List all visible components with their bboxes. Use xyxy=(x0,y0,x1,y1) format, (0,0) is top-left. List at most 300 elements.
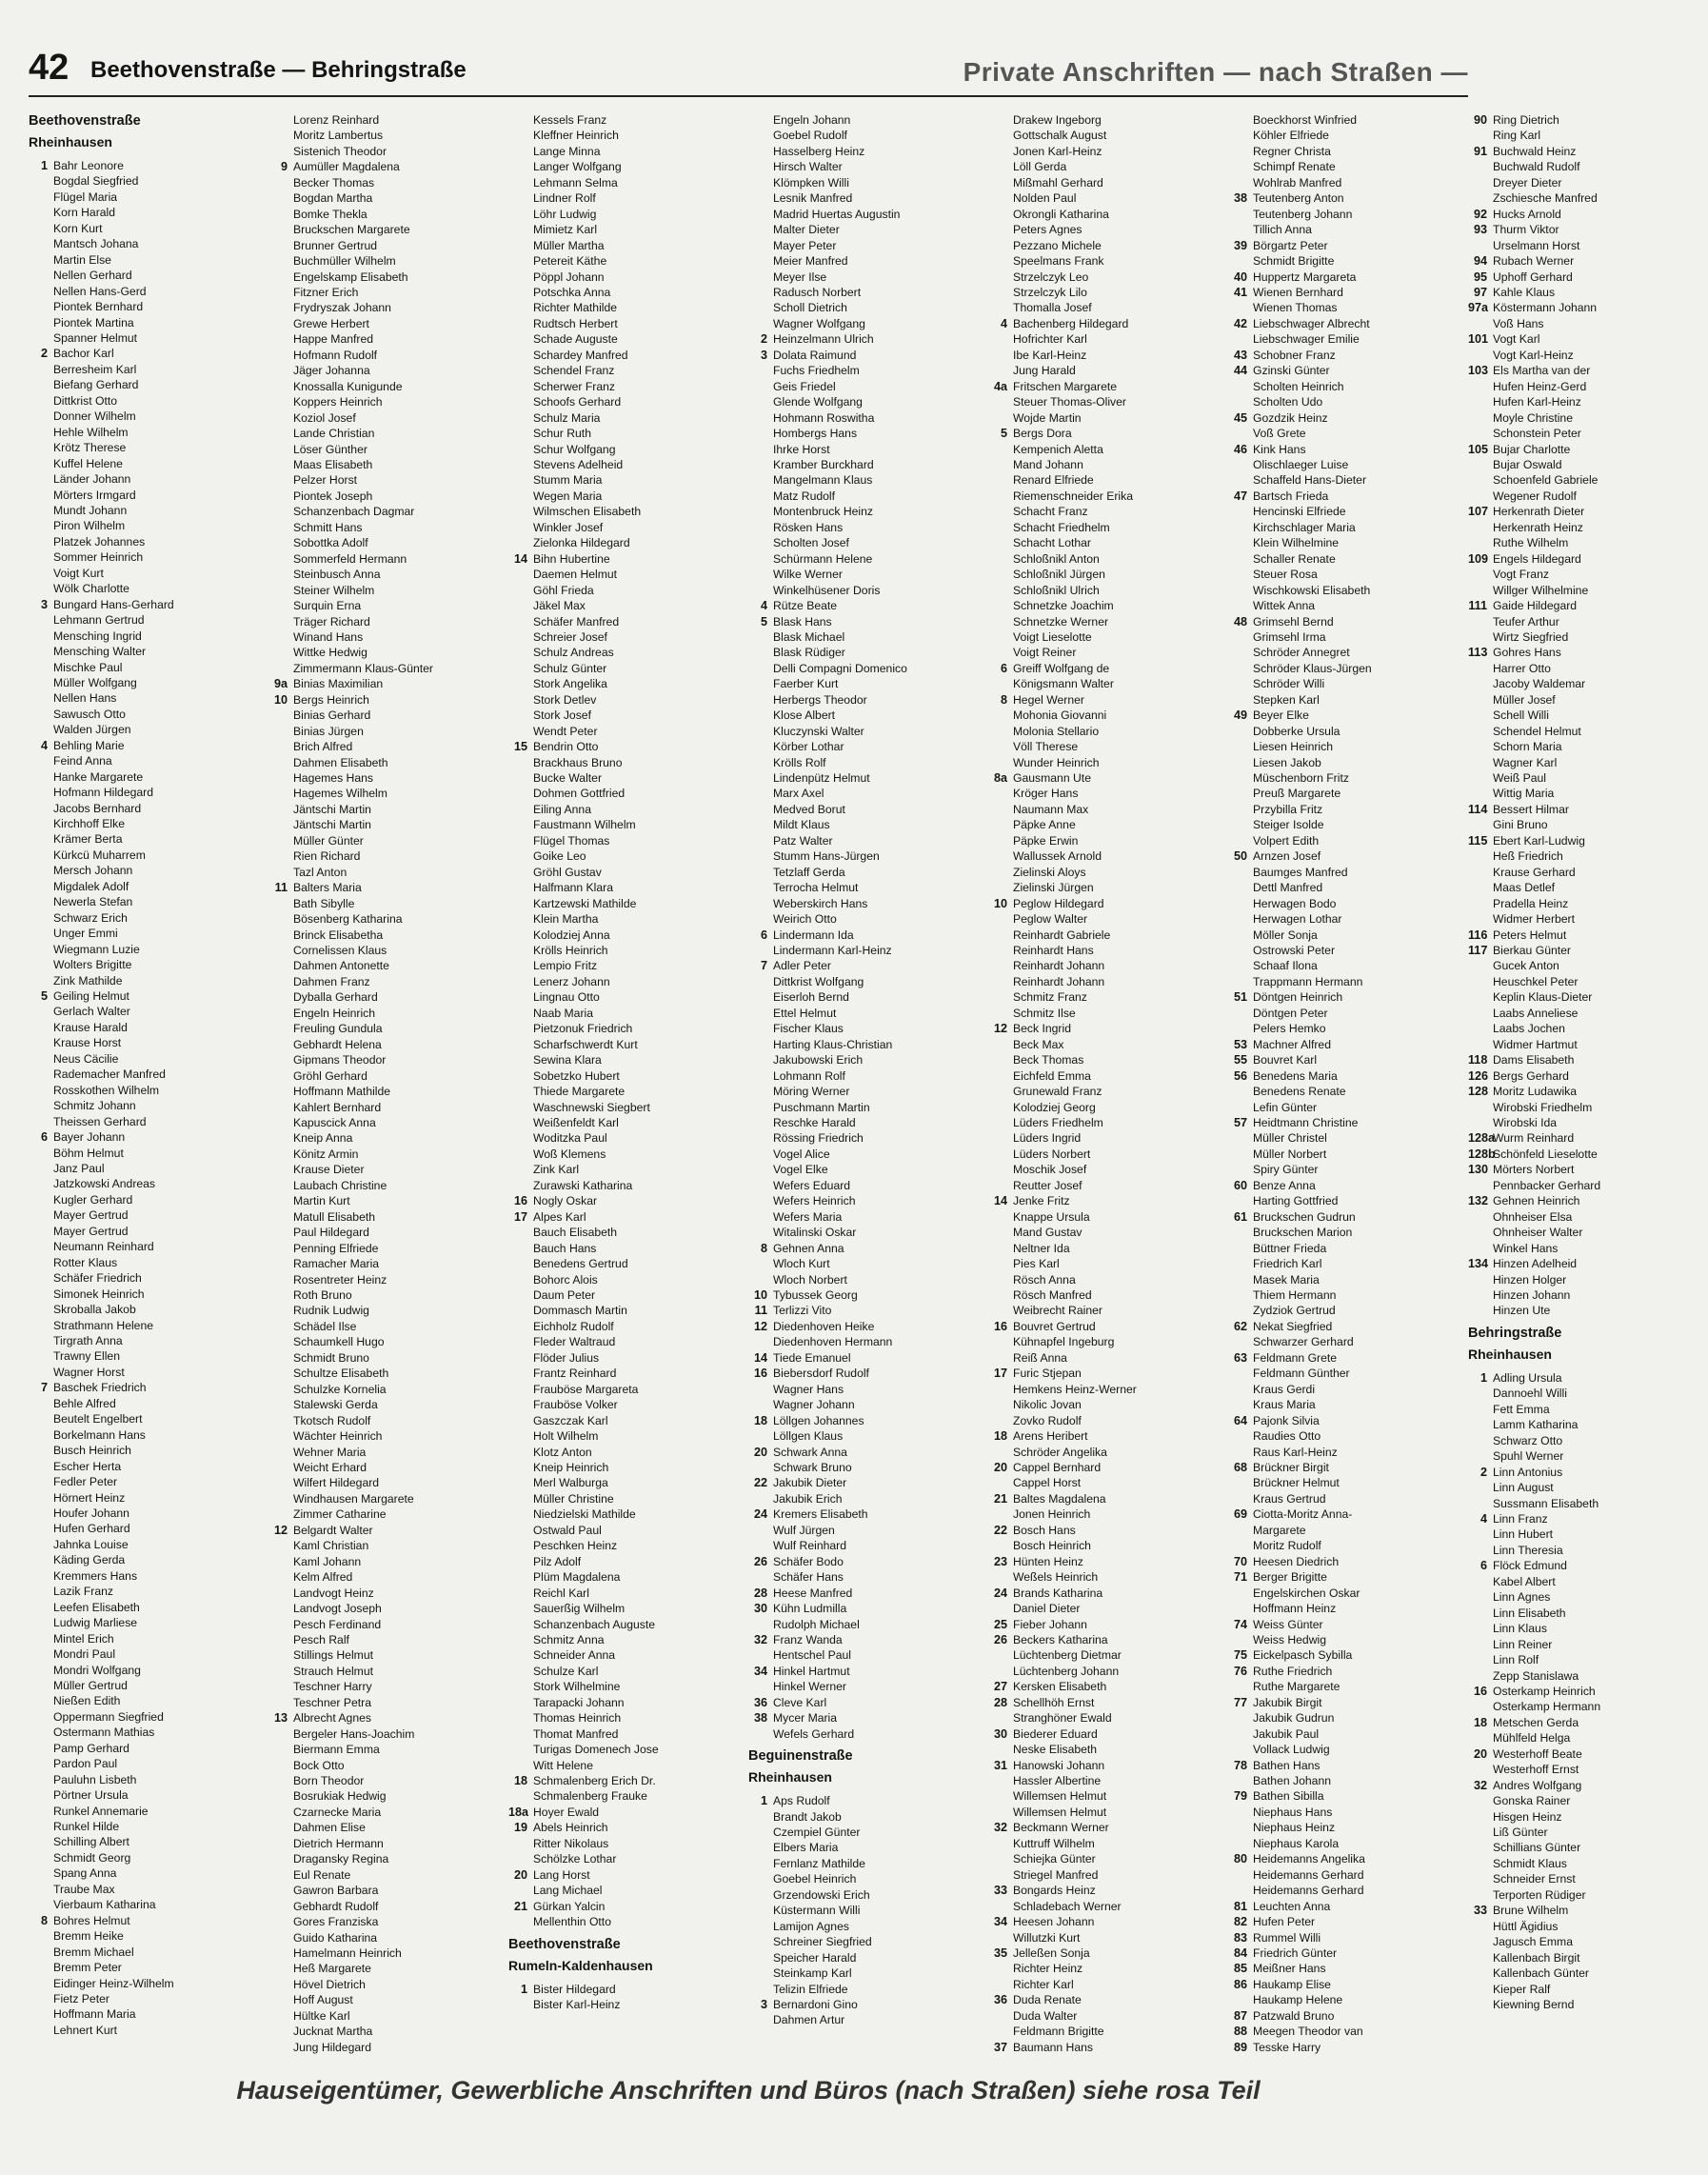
resident-entry xyxy=(508,676,748,691)
resident-name: Hentschel Paul xyxy=(773,1648,851,1663)
resident-entry xyxy=(268,504,508,519)
resident-entry xyxy=(748,363,988,378)
resident-entry xyxy=(268,316,508,331)
resident-entry xyxy=(988,661,1228,676)
resident-entry xyxy=(268,739,508,754)
house-number: 6 xyxy=(1000,661,1007,675)
resident-name: Diedenhoven Hermann xyxy=(773,1335,893,1349)
resident-entry xyxy=(268,1428,508,1444)
resident-name: Bernardoni Gino xyxy=(773,1998,858,2012)
resident-name: Engelskirchen Oskar xyxy=(1253,1586,1360,1600)
resident-name: Mayer Peter xyxy=(773,238,837,252)
house-number: 64 xyxy=(1233,1413,1247,1427)
resident-entry xyxy=(1468,159,1708,174)
resident-name: Dahmen Elise xyxy=(293,1821,366,1835)
resident-entry xyxy=(29,1161,268,1176)
resident-name: Thiem Hermann xyxy=(1253,1287,1337,1302)
resident-entry xyxy=(508,817,748,832)
house-number: 97a xyxy=(1468,301,1489,315)
resident-entry xyxy=(748,1491,988,1507)
resident-name: Wulf Reinhard xyxy=(773,1539,846,1553)
house-number: 2 xyxy=(1480,1465,1487,1479)
resident-name: Linn Reiner xyxy=(1493,1637,1553,1651)
house-number: 39 xyxy=(1233,238,1247,252)
resident-entry xyxy=(988,1867,1228,1883)
resident-entry xyxy=(1468,1037,1708,1052)
resident-name: Leuchten Anna xyxy=(1253,1899,1331,1913)
resident-name: Traube Max xyxy=(53,1882,115,1896)
resident-entry xyxy=(268,770,508,786)
resident-entry xyxy=(29,1568,268,1584)
resident-name: Schultze Elisabeth xyxy=(293,1367,389,1381)
resident-name: Teufer Arthur xyxy=(1493,614,1559,629)
resident-name: Beck Max xyxy=(1013,1037,1064,1051)
resident-name: Sobottka Adolf xyxy=(293,536,368,550)
resident-entry xyxy=(29,456,268,471)
resident-name: Halfmann Klara xyxy=(533,881,613,895)
resident-name: Behle Alfred xyxy=(53,1396,116,1410)
resident-entry xyxy=(29,284,268,299)
resident-name: Kessels Franz xyxy=(533,113,607,127)
resident-name: Lefin Günter xyxy=(1253,1100,1318,1114)
resident-entry xyxy=(268,958,508,973)
resident-name: Machner Alfred xyxy=(1253,1037,1331,1051)
resident-name: Schaller Renate xyxy=(1253,551,1336,566)
resident-name: Bathen Johann xyxy=(1253,1774,1331,1788)
resident-entry xyxy=(268,1647,508,1663)
resident-entry xyxy=(1468,676,1708,691)
resident-entry xyxy=(748,989,988,1005)
resident-name: Bouvret Gertrud xyxy=(1013,1319,1096,1333)
resident-name: Schwark Bruno xyxy=(773,1460,852,1474)
resident-name: Happe Manfred xyxy=(293,332,374,347)
resident-name: Weberskirch Hans xyxy=(773,896,868,910)
resident-name: Scharfschwerdt Kurt xyxy=(533,1037,638,1051)
resident-entry xyxy=(988,269,1228,285)
resident-entry xyxy=(1468,567,1708,582)
resident-name: Sommer Heinrich xyxy=(53,550,144,565)
resident-entry xyxy=(29,1756,268,1771)
resident-entry xyxy=(29,1411,268,1427)
resident-name: Schaumkell Hugo xyxy=(293,1335,385,1349)
resident-entry xyxy=(1468,1997,1708,2012)
resident-entry xyxy=(748,833,988,848)
resident-entry xyxy=(508,1350,748,1366)
resident-name: Mangelmann Klaus xyxy=(773,473,873,488)
resident-entry xyxy=(1468,1746,1708,1762)
resident-name: Rien Richard xyxy=(293,849,361,864)
house-number: 8 xyxy=(760,1241,767,1255)
resident-name: Biederer Eduard xyxy=(1013,1726,1098,1741)
resident-name: Jakubowski Erich xyxy=(773,1053,864,1068)
resident-name: Nogly Oskar xyxy=(533,1194,598,1208)
resident-entry xyxy=(1228,629,1468,645)
resident-name: Hofrichter Karl xyxy=(1013,332,1087,347)
house-number: 4a xyxy=(993,379,1007,393)
house-number: 60 xyxy=(1233,1178,1247,1192)
resident-name: Gipmans Theodor xyxy=(293,1053,387,1068)
resident-entry xyxy=(748,175,988,190)
resident-entry xyxy=(1468,1480,1708,1495)
house-number: 24 xyxy=(753,1507,767,1522)
house-number: 33 xyxy=(993,1884,1007,1898)
resident-name: Els Martha van der xyxy=(1493,364,1591,378)
resident-entry xyxy=(268,1084,508,1099)
resident-name: Wegen Maria xyxy=(533,489,603,503)
resident-entry xyxy=(748,1209,988,1225)
resident-entry xyxy=(268,614,508,629)
resident-name: Scholten Josef xyxy=(773,536,849,550)
house-number: 95 xyxy=(1473,269,1487,284)
resident-name: Thiede Margarete xyxy=(533,1085,626,1099)
resident-entry xyxy=(748,1006,988,1021)
resident-entry xyxy=(1228,2040,1468,2055)
resident-entry xyxy=(988,1773,1228,1788)
resident-name: Stevens Adelheid xyxy=(533,457,624,471)
resident-entry xyxy=(268,802,508,817)
resident-entry xyxy=(1228,1773,1468,1788)
resident-entry xyxy=(268,551,508,567)
resident-name: Leefen Elisabeth xyxy=(53,1600,140,1614)
resident-name: Peters Helmut xyxy=(1493,928,1567,942)
resident-entry xyxy=(268,348,508,363)
house-number: 32 xyxy=(1473,1778,1487,1792)
resident-entry xyxy=(988,1491,1228,1507)
resident-name: Wilfert Hildegard xyxy=(293,1476,380,1490)
resident-name: Woß Klemens xyxy=(533,1147,606,1161)
resident-name: Mayer Gertrud xyxy=(53,1208,129,1223)
resident-entry xyxy=(1468,1589,1708,1605)
resident-name: Kluczynski Walter xyxy=(773,724,864,738)
resident-entry xyxy=(1468,692,1708,708)
resident-name: Steinbusch Anna xyxy=(293,568,381,582)
resident-entry xyxy=(748,755,988,770)
resident-entry xyxy=(508,1632,748,1647)
resident-entry xyxy=(1228,1193,1468,1208)
house-number: 23 xyxy=(993,1554,1007,1568)
resident-entry xyxy=(508,1068,748,1084)
resident-entry xyxy=(268,1397,508,1412)
resident-name: Lande Christian xyxy=(293,427,375,441)
resident-name: Tetzlaff Gerda xyxy=(773,865,845,879)
resident-entry xyxy=(268,1820,508,1835)
resident-name: Dahmen Franz xyxy=(293,974,370,988)
resident-entry xyxy=(988,598,1228,613)
resident-entry xyxy=(748,190,988,206)
resident-entry xyxy=(988,1899,1228,1914)
resident-entry xyxy=(988,222,1228,237)
resident-entry xyxy=(268,1334,508,1349)
house-number: 5 xyxy=(1000,427,1007,441)
resident-name: Bouvret Karl xyxy=(1253,1053,1318,1068)
resident-name: Pauluhn Lisbeth xyxy=(53,1772,137,1786)
resident-name: Okrongli Katharina xyxy=(1013,207,1109,221)
resident-entry xyxy=(1468,426,1708,441)
resident-name: Kremers Elisabeth xyxy=(773,1507,868,1522)
resident-entry xyxy=(268,1021,508,1036)
resident-entry xyxy=(268,1679,508,1694)
resident-entry xyxy=(268,1287,508,1303)
resident-entry xyxy=(988,442,1228,457)
resident-name: Linn Elisabeth xyxy=(1493,1606,1566,1620)
house-number: 22 xyxy=(753,1476,767,1490)
resident-name: Stillings Helmut xyxy=(293,1648,373,1663)
resident-entry xyxy=(748,489,988,504)
resident-name: Bathen Hans xyxy=(1253,1758,1321,1772)
resident-name: Lindner Rolf xyxy=(533,191,596,206)
house-number: 9 xyxy=(280,160,288,174)
resident-name: Reinhardt Johann xyxy=(1013,974,1105,988)
resident-entry xyxy=(1468,1130,1708,1146)
resident-name: Hinzen Adelheid xyxy=(1493,1257,1578,1271)
resident-name: Adling Ursula xyxy=(1493,1370,1562,1385)
resident-name: Feldmann Günther xyxy=(1253,1367,1350,1381)
resident-name: Stumm Hans-Jürgen xyxy=(773,849,880,864)
resident-name: Lehmann Selma xyxy=(533,175,618,190)
resident-entry xyxy=(748,1569,988,1585)
resident-name: Körber Lothar xyxy=(773,740,844,754)
resident-name: Frauböse Volker xyxy=(533,1398,618,1412)
resident-entry xyxy=(748,928,988,943)
resident-name: Zovko Rudolf xyxy=(1013,1413,1082,1427)
resident-entry xyxy=(508,1413,748,1428)
resident-entry xyxy=(508,645,748,660)
resident-entry xyxy=(748,348,988,363)
resident-entry xyxy=(29,330,268,346)
resident-entry xyxy=(1228,1366,1468,1381)
resident-name: Ring Karl xyxy=(1493,129,1541,143)
resident-entry xyxy=(1468,1147,1708,1162)
resident-entry xyxy=(1228,614,1468,629)
resident-entry xyxy=(988,802,1228,817)
resident-entry xyxy=(1468,1574,1708,1589)
resident-entry xyxy=(748,1021,988,1036)
resident-entry xyxy=(268,1193,508,1208)
house-number: 20 xyxy=(993,1460,1007,1474)
resident-entry xyxy=(1468,1606,1708,1621)
resident-name: Strzelczyk Leo xyxy=(1013,269,1089,284)
resident-name: Meyer Ilse xyxy=(773,269,827,284)
resident-name: Müller Gertrud xyxy=(53,1678,128,1692)
resident-entry xyxy=(1468,1417,1708,1432)
resident-entry xyxy=(748,1084,988,1099)
resident-name: Bungard Hans-Gerhard xyxy=(53,597,174,611)
house-number: 10 xyxy=(273,692,288,707)
resident-name: Jenke Fritz xyxy=(1013,1194,1070,1208)
resident-name: Voß Hans xyxy=(1493,316,1544,330)
resident-entry xyxy=(1228,1428,1468,1444)
resident-name: Krötz Therese xyxy=(53,441,127,455)
resident-name: Krölls Heinrich xyxy=(533,944,608,958)
resident-name: Wunder Heinrich xyxy=(1013,755,1100,769)
resident-name: Hassler Albertine xyxy=(1013,1774,1102,1788)
resident-name: Thurm Viktor xyxy=(1493,223,1559,237)
house-number: 79 xyxy=(1233,1789,1247,1804)
resident-name: Dohmen Gottfried xyxy=(533,787,626,801)
resident-name: Knappe Ursula xyxy=(1013,1209,1090,1224)
resident-entry xyxy=(268,472,508,488)
resident-entry xyxy=(748,1679,988,1694)
resident-entry xyxy=(29,957,268,972)
resident-entry xyxy=(1468,1448,1708,1464)
resident-entry xyxy=(508,253,748,269)
resident-name: Baschek Friedrich xyxy=(53,1381,147,1395)
house-number: 47 xyxy=(1233,489,1247,503)
resident-name: Bruckschen Gudrun xyxy=(1253,1209,1356,1224)
resident-entry xyxy=(988,896,1228,911)
resident-entry xyxy=(988,1021,1228,1036)
resident-name: Schürmann Helene xyxy=(773,551,873,566)
house-number: 38 xyxy=(1233,191,1247,206)
resident-entry xyxy=(1468,1699,1708,1714)
resident-entry xyxy=(988,504,1228,519)
house-number: 97 xyxy=(1473,285,1487,299)
resident-name: Zepp Stanislawa xyxy=(1493,1668,1579,1683)
resident-name: Jakubik Erich xyxy=(773,1491,843,1506)
resident-name: Schädel Ilse xyxy=(293,1319,357,1333)
resident-entry xyxy=(29,1255,268,1270)
resident-entry xyxy=(1228,1977,1468,1992)
resident-entry xyxy=(988,974,1228,989)
resident-name: Osterkamp Heinrich xyxy=(1493,1684,1596,1698)
resident-entry xyxy=(268,896,508,911)
resident-entry xyxy=(508,300,748,315)
resident-name: Harting Klaus-Christian xyxy=(773,1037,893,1051)
house-number: 2 xyxy=(760,332,767,347)
resident-entry xyxy=(1468,1402,1708,1417)
resident-name: Mantsch Johana xyxy=(53,237,139,251)
house-number: 20 xyxy=(753,1445,767,1459)
resident-entry xyxy=(1468,1543,1708,1558)
resident-entry xyxy=(988,144,1228,159)
resident-name: Zurawski Katharina xyxy=(533,1178,633,1192)
resident-name: Grewe Herbert xyxy=(293,316,369,330)
resident-entry xyxy=(988,1084,1228,1099)
resident-entry xyxy=(268,520,508,535)
resident-name: Grzendowski Erich xyxy=(773,1887,870,1902)
resident-name: Sobetzko Hubert xyxy=(533,1068,620,1083)
resident-entry xyxy=(1228,1491,1468,1507)
resident-entry xyxy=(268,1538,508,1553)
resident-name: Puschmann Martin xyxy=(773,1100,870,1114)
resident-entry xyxy=(508,1162,748,1177)
resident-name: Köstermann Johann xyxy=(1493,301,1598,315)
resident-entry xyxy=(508,1147,748,1162)
resident-name: Bohres Helmut xyxy=(53,1913,130,1927)
resident-name: Liß Günter xyxy=(1493,1826,1548,1840)
resident-entry xyxy=(1468,645,1708,660)
resident-entry xyxy=(268,2024,508,2039)
resident-entry xyxy=(748,1809,988,1825)
resident-entry xyxy=(29,158,268,173)
resident-name: Geiling Helmut xyxy=(53,989,129,1004)
resident-name: Schneider Anna xyxy=(533,1648,616,1663)
resident-name: Reschke Harald xyxy=(773,1116,856,1129)
resident-name: Flügel Thomas xyxy=(533,833,610,848)
resident-entry xyxy=(1468,1162,1708,1177)
house-number: 40 xyxy=(1233,269,1247,284)
resident-entry xyxy=(508,128,748,143)
resident-entry xyxy=(1228,786,1468,801)
resident-name: Malter Dieter xyxy=(773,223,840,237)
resident-name: Glende Wolfgang xyxy=(773,395,863,409)
resident-name: Eichfeld Emma xyxy=(1013,1068,1091,1083)
resident-name: Kugler Gerhard xyxy=(53,1192,133,1207)
resident-name: Benedens Gertrud xyxy=(533,1257,628,1271)
resident-name: Sistenich Theodor xyxy=(293,144,387,158)
resident-entry xyxy=(988,1445,1228,1460)
resident-name: Goebel Heinrich xyxy=(773,1872,857,1886)
resident-name: Zielinski Aloys xyxy=(1013,865,1086,879)
resident-entry xyxy=(29,549,268,565)
house-number: 101 xyxy=(1468,332,1489,347)
resident-name: Hünten Heinz xyxy=(1013,1554,1083,1568)
house-number: 116 xyxy=(1468,928,1488,942)
resident-name: Engelskamp Elisabeth xyxy=(293,269,408,284)
resident-entry xyxy=(988,943,1228,958)
resident-name: Stork Angelika xyxy=(533,677,607,691)
house-number: 74 xyxy=(1233,1617,1247,1631)
resident-entry xyxy=(988,1961,1228,1976)
house-number: 8a xyxy=(993,771,1007,786)
resident-entry xyxy=(1228,159,1468,174)
resident-entry xyxy=(268,974,508,989)
resident-entry xyxy=(508,1997,748,2012)
resident-name: Niedzielski Mathilde xyxy=(533,1507,636,1522)
resident-entry xyxy=(268,1225,508,1240)
resident-entry xyxy=(1228,426,1468,441)
resident-name: Platzek Johannes xyxy=(53,534,146,549)
resident-name: Beckers Katharina xyxy=(1013,1632,1108,1646)
resident-entry xyxy=(988,1851,1228,1866)
resident-entry xyxy=(988,583,1228,598)
house-number: 18a xyxy=(508,1805,529,1819)
resident-entry xyxy=(1228,708,1468,723)
resident-entry xyxy=(988,1805,1228,1820)
resident-entry xyxy=(1468,708,1708,723)
resident-name: Mörters Irmgard xyxy=(53,488,136,502)
house-number: 41 xyxy=(1233,285,1247,299)
resident-entry xyxy=(29,173,268,189)
resident-name: Runkel Hilde xyxy=(53,1820,120,1834)
resident-name: Landvogt Joseph xyxy=(293,1602,382,1616)
resident-entry xyxy=(29,1287,268,1302)
resident-name: Linn Franz xyxy=(1493,1511,1548,1526)
resident-entry xyxy=(1228,1507,1468,1522)
resident-entry xyxy=(508,583,748,598)
resident-name: Kieper Ralf xyxy=(1493,1982,1551,1996)
resident-entry xyxy=(748,1319,988,1334)
resident-entry xyxy=(508,1758,748,1773)
resident-name: Wurm Reinhard xyxy=(1493,1131,1575,1146)
resident-name: Teutenberg Johann xyxy=(1253,207,1353,221)
directory-column xyxy=(268,112,508,2055)
resident-entry xyxy=(508,1209,748,1225)
resident-entry xyxy=(748,958,988,973)
resident-entry xyxy=(748,724,988,739)
resident-name: Huppertz Margareta xyxy=(1253,269,1357,284)
resident-name: Heinzelmann Ulrich xyxy=(773,332,874,347)
resident-entry xyxy=(1468,207,1708,222)
house-number: 86 xyxy=(1233,1977,1247,1991)
resident-entry xyxy=(748,739,988,754)
resident-entry xyxy=(508,865,748,880)
resident-name: Wojde Martin xyxy=(1013,410,1082,425)
resident-entry xyxy=(748,285,988,300)
resident-entry xyxy=(29,1207,268,1223)
resident-entry xyxy=(1468,285,1708,300)
resident-entry xyxy=(29,1004,268,1019)
